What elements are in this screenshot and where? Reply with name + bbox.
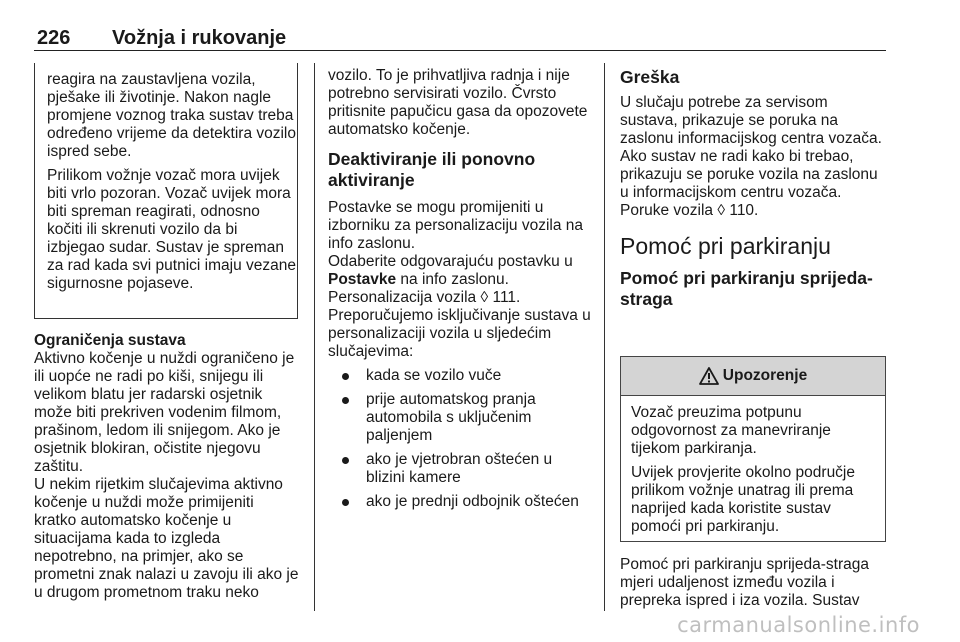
warning-triangle-icon	[699, 367, 719, 385]
col2-p2-bold: Postavke	[328, 271, 397, 288]
page-number: 226	[37, 27, 71, 49]
ref2-page: 110.	[729, 202, 759, 219]
col1-paragraph-2: U nekim rijetkim slučajevima aktivno kočenje u nuždi može primijeniti kratko automatsko kočenje u situacijama kada to izgleda nepotrebno, na primjer, ako se prometni znak nalazi u zavoju ili ako je u drugom prometnom traku neko	[34, 476, 299, 601]
col2-paragraph-top: vozilo. To je prihvatljiva radnja i nije potrebno servisirati vozilo. Čvrsto pritisnite papučicu gasa da opozovete automatsko kočenje.	[328, 67, 588, 138]
column-1-body	[34, 332, 300, 602]
ref1-text: Personalizacija vozila	[328, 289, 477, 306]
col3-paragraph-1: U slučaju potrebe za servisom sustava, prikazuje se poruka na zaslonu informacijskog centra vozača.	[620, 94, 882, 147]
column-2-body	[328, 67, 594, 517]
heading-greska: Greška	[620, 67, 680, 87]
warning-header	[621, 357, 885, 396]
warning-paragraph-1: Vozač preuzima potpunu odgovornost za manevriranje tijekom parkiranja.	[631, 404, 831, 457]
header-rule	[34, 50, 886, 51]
heading-ogranicenja: Ograničenja sustava	[34, 332, 186, 349]
warning-paragraph-2: Uvijek provjerite okolno područje prilikom vožnje unatrag ili prema naprijed kada koristite sustav pomoći pri parkiranju.	[631, 464, 856, 535]
list-item: kada se vozilo vuče	[328, 367, 594, 385]
ref2-text: Poruke vozila	[620, 202, 714, 219]
continuation-box	[34, 63, 298, 319]
col2-p2-end: na info zaslonu.	[400, 271, 509, 288]
bullet-icon	[342, 499, 349, 506]
col3-reference	[620, 202, 888, 220]
bullet-icon	[342, 457, 349, 464]
heading-pomoc-sprijeda-straga: Pomoć pri parkiranju sprijeda-straga	[620, 268, 873, 309]
list-item: prije automatskog pranja automobila s uključenim paljenjem	[328, 391, 594, 445]
col3-paragraph-bottom: Pomoć pri parkiranju sprijeda-straga mjeri udaljenost između vozila i prepreka ispred i iza vozila. Sustav	[620, 556, 869, 609]
column-separator-2	[604, 63, 605, 611]
page-header	[0, 0, 960, 58]
col2-reference	[328, 289, 594, 307]
warning-box	[620, 356, 886, 542]
ref2-symbol-icon: ◊	[717, 202, 726, 219]
col2-paragraph-3: Preporučujemo isključivanje sustava u personalizaciji vozila u sljedećim slučajevima:	[328, 307, 591, 360]
column-separator-1	[314, 63, 315, 611]
col2-p2-start: Odaberite odgovarajuću postavku u	[328, 253, 573, 270]
watermark: carmanualsonline.info	[677, 613, 920, 637]
col2-paragraph-1: Postavke se mogu promijeniti u izborniku za personalizaciju vozila na info zaslonu.	[328, 199, 584, 252]
warning-title: Upozorenje	[722, 367, 808, 384]
bullet-list	[328, 367, 594, 511]
column-3-body	[620, 67, 888, 310]
bullet-icon	[342, 397, 349, 404]
box-paragraph-1: reagira na zaustavljena vozila, pješake ili životinje. Nakon nagle promjene voznog traka sustav treba određeno vrijeme da detektira vozilo ispred sebe.	[47, 71, 296, 160]
ref1-page: 111.	[492, 289, 521, 306]
col1-paragraph-1: Aktivno kočenje u nuždi ograničeno je ili uopće ne radi po kiši, snijegu ili velikom blatu jer radarski osjetnik može biti prekriven vodenim filmom, prašinom, ledom ili snijegom. Ako je osjetnik blokiran, očistite njegovu zaštitu.	[34, 350, 295, 475]
list-item: ako je vjetrobran oštećen u blizini kamere	[328, 451, 594, 487]
column-3-bottom	[620, 556, 888, 610]
list-item: ako je prednji odbojnik oštećen	[328, 493, 594, 511]
col3-paragraph-2: Ako sustav ne radi kako bi trebao, prikazuju se poruke vozila na zaslonu u informacijskom centru vozača.	[620, 148, 878, 201]
bullet-icon	[342, 373, 349, 380]
page-title: Vožnja i rukovanje	[112, 27, 287, 49]
heading-pomoc-pri-parkiranju: Pomoć pri parkiranju	[620, 233, 831, 259]
box-paragraph-2: Prilikom vožnje vozač mora uvijek biti vrlo pozoran. Vozač uvijek mora biti spreman reagirati, odnosno kočiti ili skrenuti vozilo da bi izbjegao sudar. Sustav je spreman za rad kada svi putnici imaju vezane sigurnosne pojaseve.	[47, 167, 296, 292]
col2-paragraph-2	[328, 253, 594, 289]
heading-deaktiviranje: Deaktiviranje ili ponovno aktiviranje	[328, 149, 536, 190]
ref1-symbol-icon: ◊	[480, 289, 489, 306]
